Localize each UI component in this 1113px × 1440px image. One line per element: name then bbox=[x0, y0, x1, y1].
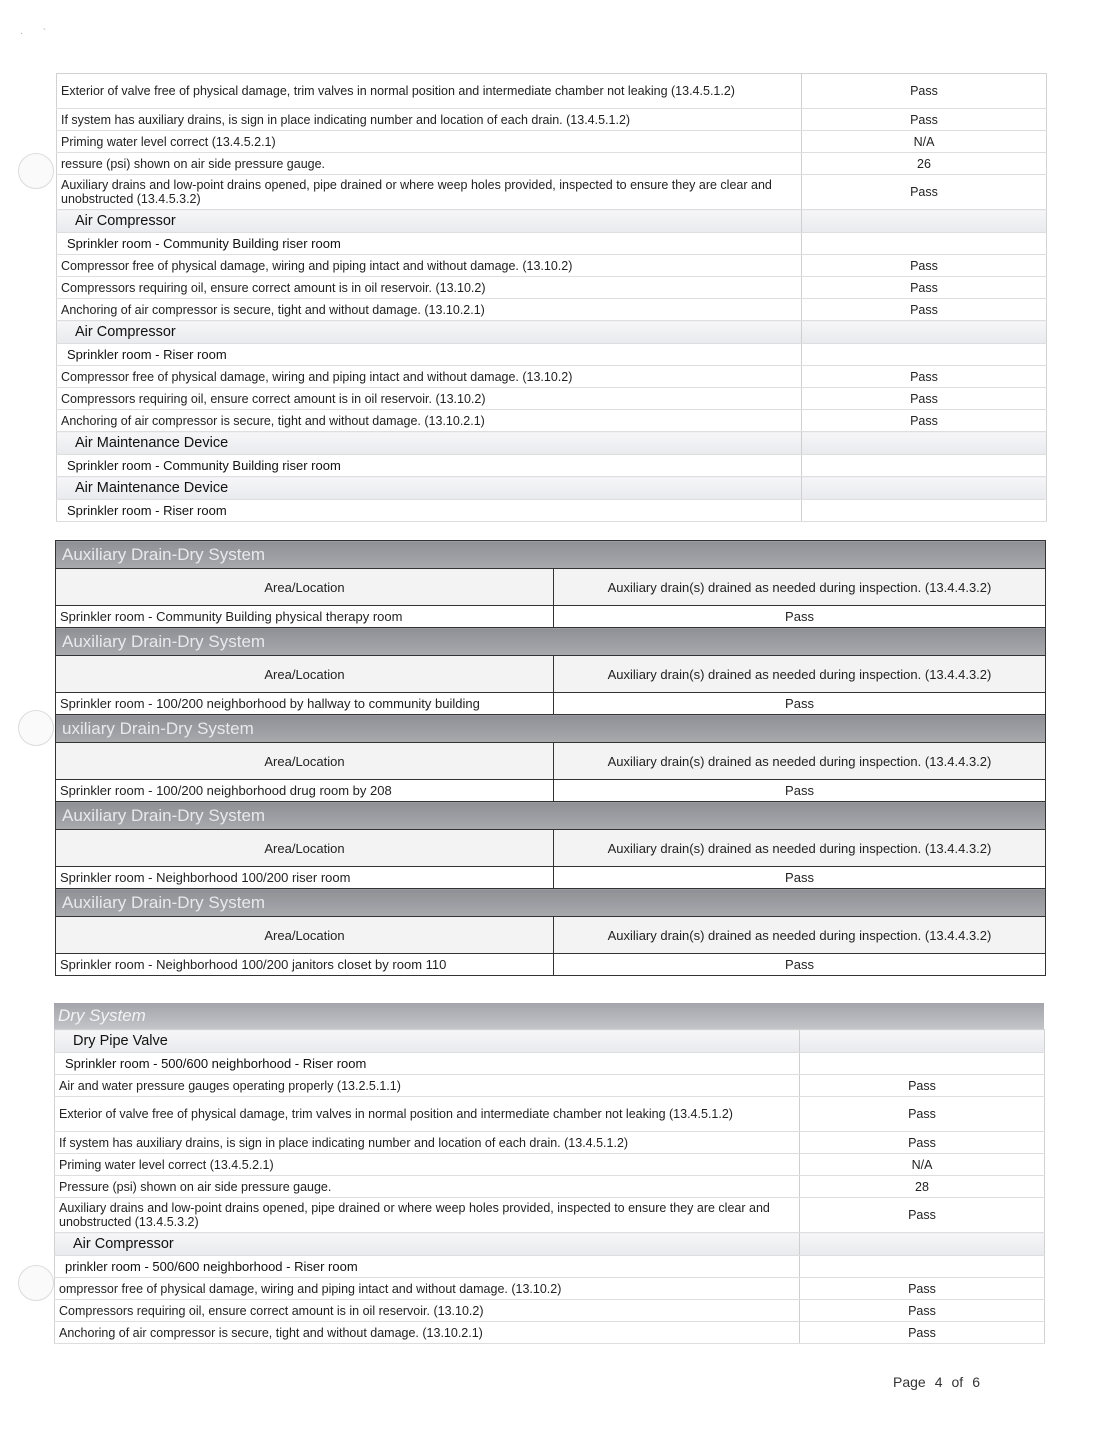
item-description: Auxiliary drains and low-point drains opened, pipe drained or where weep holes provided, inspected to ensure they are clear and unobstructed (13.4.5.3.2) bbox=[57, 175, 802, 210]
item-description: Anchoring of air compressor is secure, tight and without damage. (13.10.2.1) bbox=[57, 299, 802, 321]
item-description: Exterior of valve free of physical damage, trim valves in normal position and intermediate chamber not leaking (13.4.5.1.2) bbox=[55, 1097, 800, 1132]
item-result: Pass bbox=[802, 277, 1047, 299]
section-title: Air Maintenance Device bbox=[57, 477, 802, 500]
aux-drain-header-row bbox=[56, 656, 1046, 693]
item-description: Priming water level correct (13.4.5.2.1) bbox=[55, 1154, 800, 1176]
item-description: Pressure (psi) shown on air side pressure gauge. bbox=[55, 1176, 800, 1198]
item-description: Anchoring of air compressor is secure, tight and without damage. (13.10.2.1) bbox=[57, 410, 802, 432]
area-location-value: Sprinkler room - 100/200 neighborhood drug room by 208 bbox=[56, 780, 554, 802]
item-result: Pass bbox=[800, 1198, 1045, 1233]
item-description: If system has auxiliary drains, is sign in place indicating number and location of each drain. (13.4.5.1.2) bbox=[57, 109, 802, 131]
aux-drain-header-row bbox=[56, 917, 1046, 954]
location-label: Sprinkler room - Community Building riser room bbox=[57, 233, 802, 255]
aux-drain-block bbox=[55, 540, 1046, 976]
item-result bbox=[802, 210, 1047, 233]
item-result: 26 bbox=[802, 153, 1047, 175]
item-description: Auxiliary drains and low-point drains opened, pipe drained or where weep holes provided, inspected to ensure they are clear and unobstructed (13.4.5.3.2) bbox=[55, 1198, 800, 1233]
item-result bbox=[802, 500, 1047, 522]
aux-drain-title-row bbox=[56, 541, 1046, 569]
aux-drain-title-row bbox=[56, 802, 1046, 830]
drain-check-header: Auxiliary drain(s) drained as needed during inspection. (13.4.4.3.2) bbox=[554, 569, 1046, 606]
inspection-item-row bbox=[57, 277, 1047, 299]
aux-drain-title-row bbox=[56, 889, 1046, 917]
location-label: Sprinkler room - 500/600 neighborhood - Riser room bbox=[55, 1053, 800, 1075]
inspection-item-row bbox=[57, 299, 1047, 321]
item-result: Pass bbox=[802, 366, 1047, 388]
item-result: N/A bbox=[800, 1154, 1045, 1176]
item-result: Pass bbox=[800, 1278, 1045, 1300]
punch-hole bbox=[18, 710, 54, 746]
aux-drain-title: Auxiliary Drain-Dry System bbox=[56, 541, 1046, 569]
section-heading-row bbox=[57, 477, 1047, 500]
area-location-value: Sprinkler room - Neighborhood 100/200 janitors closet by room 110 bbox=[56, 954, 554, 976]
item-result: Pass bbox=[800, 1097, 1045, 1132]
drain-result-value: Pass bbox=[554, 780, 1046, 802]
item-result: Pass bbox=[802, 410, 1047, 432]
inspection-item-row bbox=[55, 1154, 1045, 1176]
inspection-item-row bbox=[57, 109, 1047, 131]
item-description: Compressors requiring oil, ensure correct amount is in oil reservoir. (13.10.2) bbox=[57, 388, 802, 410]
item-description: Compressors requiring oil, ensure correct amount is in oil reservoir. (13.10.2) bbox=[55, 1300, 800, 1322]
item-result: Pass bbox=[802, 299, 1047, 321]
section-title: Air Maintenance Device bbox=[57, 432, 802, 455]
section-heading-row bbox=[55, 1030, 1045, 1053]
inspection-table-top bbox=[56, 73, 1047, 522]
aux-drain-title: Auxiliary Drain-Dry System bbox=[56, 802, 1046, 830]
item-result: N/A bbox=[802, 131, 1047, 153]
inspection-item-row bbox=[57, 153, 1047, 175]
item-result: 28 bbox=[800, 1176, 1045, 1198]
section-heading-row bbox=[57, 321, 1047, 344]
aux-drain-title-row bbox=[56, 715, 1046, 743]
section-heading-row bbox=[57, 210, 1047, 233]
inspection-item-row bbox=[57, 131, 1047, 153]
aux-drain-title-row bbox=[56, 628, 1046, 656]
inspection-item-row bbox=[55, 1198, 1045, 1233]
item-result bbox=[800, 1233, 1045, 1256]
inspection-item-row bbox=[55, 1097, 1045, 1132]
section-title: Air Compressor bbox=[57, 321, 802, 344]
area-location-value: Sprinkler room - Neighborhood 100/200 riser room bbox=[56, 867, 554, 889]
location-label: Sprinkler room - Riser room bbox=[57, 344, 802, 366]
item-result: Pass bbox=[802, 109, 1047, 131]
punch-hole bbox=[18, 1265, 54, 1301]
inspection-item-row bbox=[57, 255, 1047, 277]
scan-specks: · ` bbox=[20, 28, 47, 39]
item-result bbox=[802, 432, 1047, 455]
aux-drain-table bbox=[55, 540, 1046, 976]
location-label: Sprinkler room - Riser room bbox=[57, 500, 802, 522]
inspection-item-row bbox=[57, 74, 1047, 109]
item-description: Air and water pressure gauges operating properly (13.2.5.1.1) bbox=[55, 1075, 800, 1097]
item-result: Pass bbox=[800, 1322, 1045, 1344]
drain-result-value: Pass bbox=[554, 693, 1046, 715]
item-description: Compressor free of physical damage, wiring and piping intact and without damage. (13.10.2) bbox=[57, 255, 802, 277]
aux-drain-title: Auxiliary Drain-Dry System bbox=[56, 889, 1046, 917]
item-description: ressure (psi) shown on air side pressure gauge. bbox=[57, 153, 802, 175]
inspection-item-row bbox=[57, 175, 1047, 210]
location-row bbox=[55, 1256, 1045, 1278]
location-row bbox=[57, 344, 1047, 366]
item-result: Pass bbox=[800, 1300, 1045, 1322]
page-word: Page bbox=[893, 1374, 926, 1390]
page-total: 6 bbox=[972, 1374, 980, 1390]
drain-result-value: Pass bbox=[554, 954, 1046, 976]
page-number: 4 bbox=[934, 1374, 943, 1390]
of-word: of bbox=[951, 1374, 964, 1390]
location-row bbox=[57, 500, 1047, 522]
section-title: Air Compressor bbox=[55, 1233, 800, 1256]
item-result bbox=[802, 344, 1047, 366]
drain-result-value: Pass bbox=[554, 606, 1046, 628]
area-location-header: Area/Location bbox=[56, 830, 554, 867]
drain-check-header: Auxiliary drain(s) drained as needed during inspection. (13.4.4.3.2) bbox=[554, 917, 1046, 954]
drain-check-header: Auxiliary drain(s) drained as needed during inspection. (13.4.4.3.2) bbox=[554, 743, 1046, 780]
location-row bbox=[57, 455, 1047, 477]
dry-system-block bbox=[54, 1003, 1045, 1344]
location-row bbox=[55, 1053, 1045, 1075]
item-description: Compressors requiring oil, ensure correct amount is in oil reservoir. (13.10.2) bbox=[57, 277, 802, 299]
section-title: Air Compressor bbox=[57, 210, 802, 233]
aux-drain-value-row bbox=[56, 693, 1046, 715]
aux-drain-title: uxiliary Drain-Dry System bbox=[56, 715, 1046, 743]
item-result bbox=[802, 321, 1047, 344]
item-result: Pass bbox=[802, 175, 1047, 210]
area-location-header: Area/Location bbox=[56, 743, 554, 780]
inspection-item-row bbox=[55, 1278, 1045, 1300]
item-result: Pass bbox=[800, 1132, 1045, 1154]
inspection-block-top bbox=[56, 73, 1047, 522]
punch-hole bbox=[18, 153, 54, 189]
aux-drain-header-row bbox=[56, 743, 1046, 780]
inspection-item-row bbox=[57, 410, 1047, 432]
item-description: Priming water level correct (13.4.5.2.1) bbox=[57, 131, 802, 153]
aux-drain-value-row bbox=[56, 606, 1046, 628]
item-result: Pass bbox=[802, 255, 1047, 277]
section-heading-row bbox=[57, 432, 1047, 455]
item-description: If system has auxiliary drains, is sign in place indicating number and location of each drain. (13.4.5.1.2) bbox=[55, 1132, 800, 1154]
item-result: Pass bbox=[802, 388, 1047, 410]
inspection-item-row bbox=[57, 366, 1047, 388]
inspection-item-row bbox=[55, 1322, 1045, 1344]
inspection-item-row bbox=[55, 1132, 1045, 1154]
item-description: ompressor free of physical damage, wiring and piping intact and without damage. (13.10.2) bbox=[55, 1278, 800, 1300]
drain-check-header: Auxiliary drain(s) drained as needed during inspection. (13.4.4.3.2) bbox=[554, 656, 1046, 693]
aux-drain-value-row bbox=[56, 954, 1046, 976]
item-result bbox=[802, 233, 1047, 255]
aux-drain-value-row bbox=[56, 780, 1046, 802]
drain-check-header: Auxiliary drain(s) drained as needed during inspection. (13.4.4.3.2) bbox=[554, 830, 1046, 867]
area-location-header: Area/Location bbox=[56, 917, 554, 954]
item-result bbox=[800, 1256, 1045, 1278]
location-row bbox=[57, 233, 1047, 255]
area-location-header: Area/Location bbox=[56, 656, 554, 693]
location-label: prinkler room - 500/600 neighborhood - Riser room bbox=[55, 1256, 800, 1278]
inspection-item-row bbox=[57, 388, 1047, 410]
aux-drain-value-row bbox=[56, 867, 1046, 889]
area-location-value: Sprinkler room - Community Building physical therapy room bbox=[56, 606, 554, 628]
item-result: Pass bbox=[802, 74, 1047, 109]
location-label: Sprinkler room - Community Building riser room bbox=[57, 455, 802, 477]
section-title: Dry Pipe Valve bbox=[55, 1030, 800, 1053]
item-result bbox=[800, 1030, 1045, 1053]
item-result bbox=[802, 477, 1047, 500]
inspection-item-row bbox=[55, 1075, 1045, 1097]
item-description: Exterior of valve free of physical damage, trim valves in normal position and intermediate chamber not leaking (13.4.5.1.2) bbox=[57, 74, 802, 109]
page-footer bbox=[893, 1374, 989, 1390]
aux-drain-title: Auxiliary Drain-Dry System bbox=[56, 628, 1046, 656]
area-location-value: Sprinkler room - 100/200 neighborhood by hallway to community building bbox=[56, 693, 554, 715]
inspection-table-dry bbox=[54, 1029, 1045, 1344]
drain-result-value: Pass bbox=[554, 867, 1046, 889]
item-result bbox=[800, 1053, 1045, 1075]
section-heading-row bbox=[55, 1233, 1045, 1256]
item-description: Compressor free of physical damage, wiring and piping intact and without damage. (13.10.2) bbox=[57, 366, 802, 388]
aux-drain-header-row bbox=[56, 569, 1046, 606]
aux-drain-header-row bbox=[56, 830, 1046, 867]
item-result bbox=[802, 455, 1047, 477]
item-description: Anchoring of air compressor is secure, tight and without damage. (13.10.2.1) bbox=[55, 1322, 800, 1344]
dry-system-title: Dry System bbox=[54, 1003, 1044, 1029]
inspection-item-row bbox=[55, 1300, 1045, 1322]
item-result: Pass bbox=[800, 1075, 1045, 1097]
area-location-header: Area/Location bbox=[56, 569, 554, 606]
inspection-item-row bbox=[55, 1176, 1045, 1198]
